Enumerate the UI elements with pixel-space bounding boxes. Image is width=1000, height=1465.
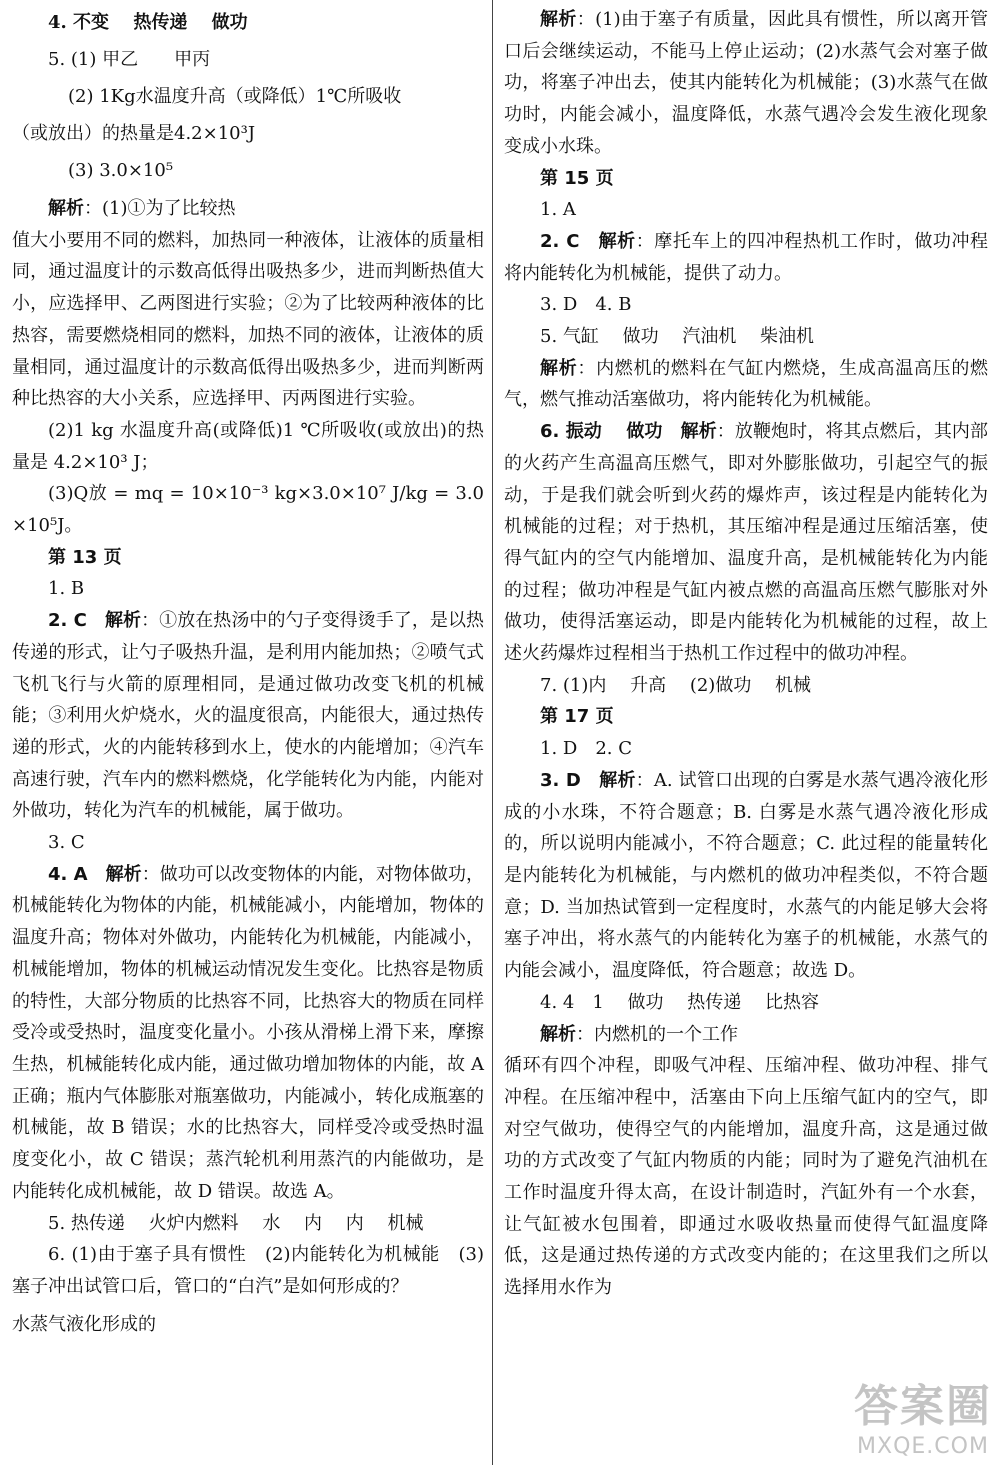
answer-13-4-text: ：做功可以改变物体的内能，对物体做功，机械能转化为物体的内能，机械能减小，内能增加，物体的温度升高；物体对外做功，内能转化为机械能，内能减小，机械能增加，物体的机械运动情况发生变化。比热容是物质的特性，大部分物质的比热容不同，比热容大的物质在同样受冷或受热时，温度变化量小。小孩从滑梯上滑下来，摩擦生热，机械能转化成内能，通过做功增加物体的内能，故 A 正确；瓶内气体膨胀对瓶塞做功，内能减小，转化成瓶塞的机械能，故 B 错误；水的比热容大，同样受冷或受热时温度变化小，故 C 错误；蒸汽轮机利用蒸汽的内能做功，是内能转化成机械能，故 D 错误。故选 A。 (12, 863, 485, 1202)
analysis-label: 解析 (540, 357, 578, 379)
answer-15-2 (504, 226, 988, 289)
page-15-heading: 第 15 页 (540, 167, 614, 189)
analysis-label: 解析 (540, 9, 577, 30)
answer-17-3 (504, 765, 988, 987)
analysis-label: 解析 (598, 230, 636, 252)
answer-15-6-text: ：放鞭炮时，将其点燃后，其内部的火药产生高温高压燃气，即对外膨胀做功，引起空气的振动，于是我们就会听到火药的爆炸声，该过程是内能转化为机械能的过程；对于热机，其压缩冲程是通过压缩活塞，使得气缸内的空气内能增加、温度升高，是机械能转化为内能的过程；做功冲程是气缸内被点燃的高温高压燃气膨胀对外做功，使得活塞运动，即是内能转化为机械能的过程，故上述火药爆炸过程相当于热机工作过程中的做功冲程。 (504, 421, 989, 665)
analysis-5-head-text: ：(1)①为了比较热 (84, 198, 236, 219)
answer-17-1-2: 1. D 2. C (540, 738, 632, 760)
answer-13-6: 6. (1)由于塞子具有惯性 (2)内能转化为机械能 (3)塞子冲出试管口后，管口的“白汽”是如何形成的？ (12, 1244, 484, 1297)
answer-5-3: (3) 3.0×10⁵ (68, 160, 174, 181)
analysis-5-3: (3)Q放 = mq = 10×10⁻³ kg×3.0×10⁷ J/kg = 3.0×10⁵J。 (12, 483, 484, 537)
answer-13-2-text: ：①放在热汤中的勺子变得烫手了，是以热传递的形式，让勺子吸热升温，是利用内能加热；②喷气式飞机飞行与火箭的原理相同，是通过做功改变飞机的机械能；③利用火炉烧水，火的温度很高，内能很大，通过热传递的形式，火的内能转移到水上，使水的内能增加；④汽车高速行驶，汽车内的燃料燃烧，化学能转化为内能，内能对外做功，转化为汽车的机械能，属于做功。 (12, 610, 485, 822)
page-17-heading: 第 17 页 (540, 706, 614, 728)
answer-17-4: 4. 4 1 做功 热传递 比热容 (540, 991, 819, 1013)
analysis-label: 解析 (48, 198, 84, 219)
answer-13-4 (12, 859, 484, 1208)
answer-15-6 (504, 416, 988, 670)
watermark (854, 1370, 992, 1459)
analysis-13-6-text: ：(1)由于塞子有质量，因此具有惯性，所以离开管口后会继续运动，不能马上停止运动；(2)水蒸气会对塞子做功，将塞子冲出去，使其内能转化为机械能；(3)水蒸气在做功时，内能会减小，温度降低，水蒸气遇冷会发生液化现象变成小水珠。 (504, 9, 989, 157)
answer-15-2-text: ：摩托车上的四冲程热机工作时，做功冲程将内能转化为机械能，提供了动力。 (504, 230, 989, 284)
answer-5-2b: （或放出）的热量是4.2×10³J (12, 123, 256, 144)
analysis-5-2: (2)1 kg 水温度升高(或降低)1 ℃所吸收(或放出)的热量是 4.2×10³ J； (12, 419, 484, 473)
analysis-13-6 (504, 4, 988, 163)
answer-13-4-num: 4. A (48, 863, 88, 885)
answer-13-3: 3. C (48, 832, 85, 854)
watermark-logo: 答案圈 (854, 1381, 992, 1432)
answer-13-2 (12, 605, 484, 827)
analysis-15-5-text: ：内燃机的燃料在气缸内燃烧，生成高温高压的燃气，燃气推动活塞做功，将内能转化为机械能。 (504, 357, 989, 411)
answer-15-6-num: 6. 振动 做功 (540, 421, 663, 443)
left-column (12, 4, 484, 1340)
answer-15-2-num: 2. C (540, 230, 580, 252)
answer-17-3-num: 3. D (540, 769, 581, 791)
answer-13-5: 5. 热传递 火炉内燃料 水 内 内 机械 (48, 1212, 424, 1234)
analysis-label: 解析 (105, 863, 142, 885)
answer-15-5: 5. 气缸 做功 汽油机 柴油机 (540, 326, 815, 348)
analysis-5-body: 值大小要用不同的燃料，加热同一种液体，让液体的质量相同，通过温度计的示数高低得出吸热多少，进而判断热值大小，应选择甲、乙两图进行实验；②为了比较两种液体的比热容，需要燃烧相同的燃料，加热不同的液体，让液体的质量相同，通过温度计的示数高低得出吸热多少，进而判断两种比热容的大小关系，应选择甲、丙两图进行实验。 (12, 229, 484, 410)
answer-4: 4. 不变 热传递 做功 (48, 12, 248, 33)
page-13-heading: 第 13 页 (48, 546, 122, 568)
analysis-label: 解析 (680, 421, 717, 443)
analysis-label: 解析 (540, 1023, 576, 1045)
column-divider (492, 0, 493, 1465)
analysis-17-4-head-text: ：内燃机的一个工作 (576, 1023, 738, 1045)
answer-15-7: 7. (1)内 升高 (2)做功 机械 (540, 674, 812, 696)
answer-15-1: 1. A (540, 199, 576, 221)
answer-5-1: 5. (1) 甲乙 甲丙 (48, 49, 211, 70)
analysis-5-head (12, 193, 484, 225)
analysis-17-4-head (504, 1019, 988, 1051)
analysis-label: 解析 (105, 610, 142, 632)
answer-17-3-text: ：A. 试管口出现的白雾是水蒸气遇冷液化形成的小水珠，不符合题意；B. 白雾是水蒸气遇冷液化形成的，所以说明内能减小，不符合题意；C. 此过程的能量转化是内能转化为机械能，与内燃机的做功冲程类似，不符合题意；D. 当加热试管到一定程度时，水蒸气的内能足够大会将塞子冲出，将水蒸气的内能转化为塞子的机械能，水蒸气的内能会减小，温度降低，符合题意；故选 D。 (504, 769, 989, 982)
analysis-17-4-body: 循环有四个冲程，即吸气冲程、压缩冲程、做功冲程、排气冲程。在压缩冲程中，活塞由下向上压缩气缸内的空气，即对空气做功，使得空气的内能增加，温度升高，这是通过做功的方式改变了气缸内物质的内能；同时为了避免汽油机在工作时温度升得太高，在设计制造时，汽缸外有一个水套，让气缸被水包围着，即通过水吸收热量而使得气缸温度降低，这是通过热传递的方式改变内能的；在这里我们之所以选择用水作为 (504, 1055, 988, 1299)
answer-5-2a: (2) 1Kg水温度升高（或降低）1℃所吸收 (68, 86, 402, 107)
answer-15-3-4: 3. D 4. B (540, 294, 632, 316)
analysis-15-5 (504, 353, 988, 416)
right-column (504, 4, 988, 1304)
answer-13-2-num: 2. C (48, 610, 87, 632)
answer-13-1: 1. B (48, 578, 85, 600)
analysis-label: 解析 (599, 769, 636, 791)
answer-13-6-answer: 水蒸气液化形成的 (12, 1313, 156, 1335)
watermark-url: MXQE.COM (857, 1434, 989, 1459)
